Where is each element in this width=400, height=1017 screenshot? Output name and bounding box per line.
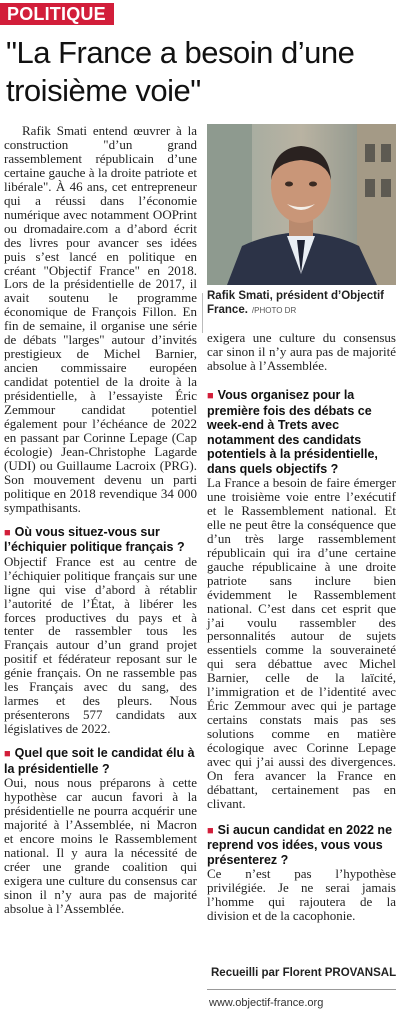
caption-text: Rafik Smati, président d’Objectif France.	[207, 290, 385, 316]
question-3	[207, 388, 396, 476]
question-4-text: Si aucun candidat en 2022 ne reprend vos idées, vous vous présenterez ?	[207, 822, 393, 867]
question-3-text: Vous organisez pour la première fois des débats ce week-end à Trets avec notamment des candidats potentiels à la présidentielle, dans quels objectifs ?	[207, 388, 378, 476]
right-column	[207, 388, 396, 923]
question-2-text: Quel que soit le candidat élu à la présidentielle ?	[4, 746, 195, 776]
bullet-square-icon: ■	[207, 390, 214, 402]
intro-paragraph: Rafik Smati entend œuvrer à la construction "d’un grand rassemblement républicain d’une certaine gauche à la droite patriote et libérale". À 46 ans, cet entrepreneur qui a réussi dans l’économie numérique avec notamment OOPrint ou dromadaire.com a d’abord écrit des livres pour avancer ses idées puis s’est lancé en politique en créant "Objectif France" en 2018. Lors de la présidentielle de 2017, il avait soutenu le programme économique de François Fillon. En fin de semaine, il organise une série de débats "larges" autour d’invités prestigieux de Michel Barnier, ancien commissaire européen candidat potentiel de la droite à la présidentielle, à l’essayiste Éric Zemmour candidat potentiel également pour l’échéance de 2022 en passant par Corinne Lepage (Cap écologie) Jean-Christophe Lagarde (UDI) ou Guillaume Lacroix (PRG). Son mouvement devenu un parti politique en 2018 revendique 34 000 sympathisants.	[4, 123, 197, 515]
caption-divider	[202, 293, 203, 333]
article-headline: "La France a besoin d’une troisième voie"	[6, 35, 355, 108]
answer-1: Objectif France est au centre de l’échiquier politique français sur une ligne qui vise d’abord à rétablir l’autorité de l’État, à libérer les forces productives du pays et à tenter de rassembler tous les Français autour d’un grand projet positif et fédérateur reposant sur le génie français. On ne rassemble pas les Français avec du sang, des larmes et des pleurs. Nous présenterons 577 candidats aux législatives de 2022.	[4, 553, 197, 737]
answer-4: Ce n’est pas l’hypothèse privilégiée. Je ne serai jamais l’homme qui rajoutera de la division et de la cacophonie.	[207, 866, 396, 924]
photo-caption	[207, 289, 396, 318]
left-column	[4, 123, 197, 916]
bullet-square-icon: ■	[4, 748, 11, 761]
footer-divider	[207, 989, 396, 990]
photo-credit: /PHOTO DR	[251, 306, 297, 315]
portrait-photo	[207, 124, 396, 285]
question-4	[207, 823, 396, 868]
question-1-text: Où vous situez-vous sur l’échiquier politique français ?	[4, 524, 185, 555]
answer-2: Oui, nous nous préparons à cette hypothèse car aucun favori à la présidentielle ne pourra acquérir une majorité à l’Assemblée, ni Macron et encore moins le Rassemblement national. Il y aura la nécessité de créer une grande coalition qui exigera une culture du consensus car sinon il n’y aura pas de majorité absolue à l’Assemblée.	[4, 775, 197, 916]
website-link[interactable]: www.objectif-france.org	[209, 997, 324, 1009]
answer-3: La France a besoin de faire émerger une troisième voie entre l’exécutif et le Rassemblement national. Et elle ne peut être la conséquence que d’un très large rassemblement républicain qui ira d’une certaine gauche républicaine à une droite patriote sans inclure bien évidemment le Rassemblement national. C’est dans cet esprit que j’ai voulu rassembler des personnalités autour de sujets essentiels comme la souveraineté qui sera débattue avec Michel Barnier, celle de la laïcité, l’immigration et de l’identité avec Éric Zemmour avec qui je partage certains constats mais pas ses solutions comme en matière écologique avec Corinne Lepage avec qui j’ai aussi des divergences. On fera avancer la France en débattant, certainement pas en clivant.	[207, 475, 396, 811]
bullet-square-icon: ■	[207, 824, 214, 837]
answer-2-continued: exigera une culture du consensus car sinon il n’y aura pas de majorité absolue à l’Assemblée.	[207, 330, 396, 373]
question-2	[4, 746, 197, 776]
article-signature: Recueilli par Florent PROVANSAL	[211, 967, 397, 979]
section-rubric: POLITIQUE	[0, 3, 114, 25]
portrait-illustration	[207, 124, 396, 285]
bullet-square-icon: ■	[4, 526, 11, 539]
question-1	[4, 525, 197, 555]
